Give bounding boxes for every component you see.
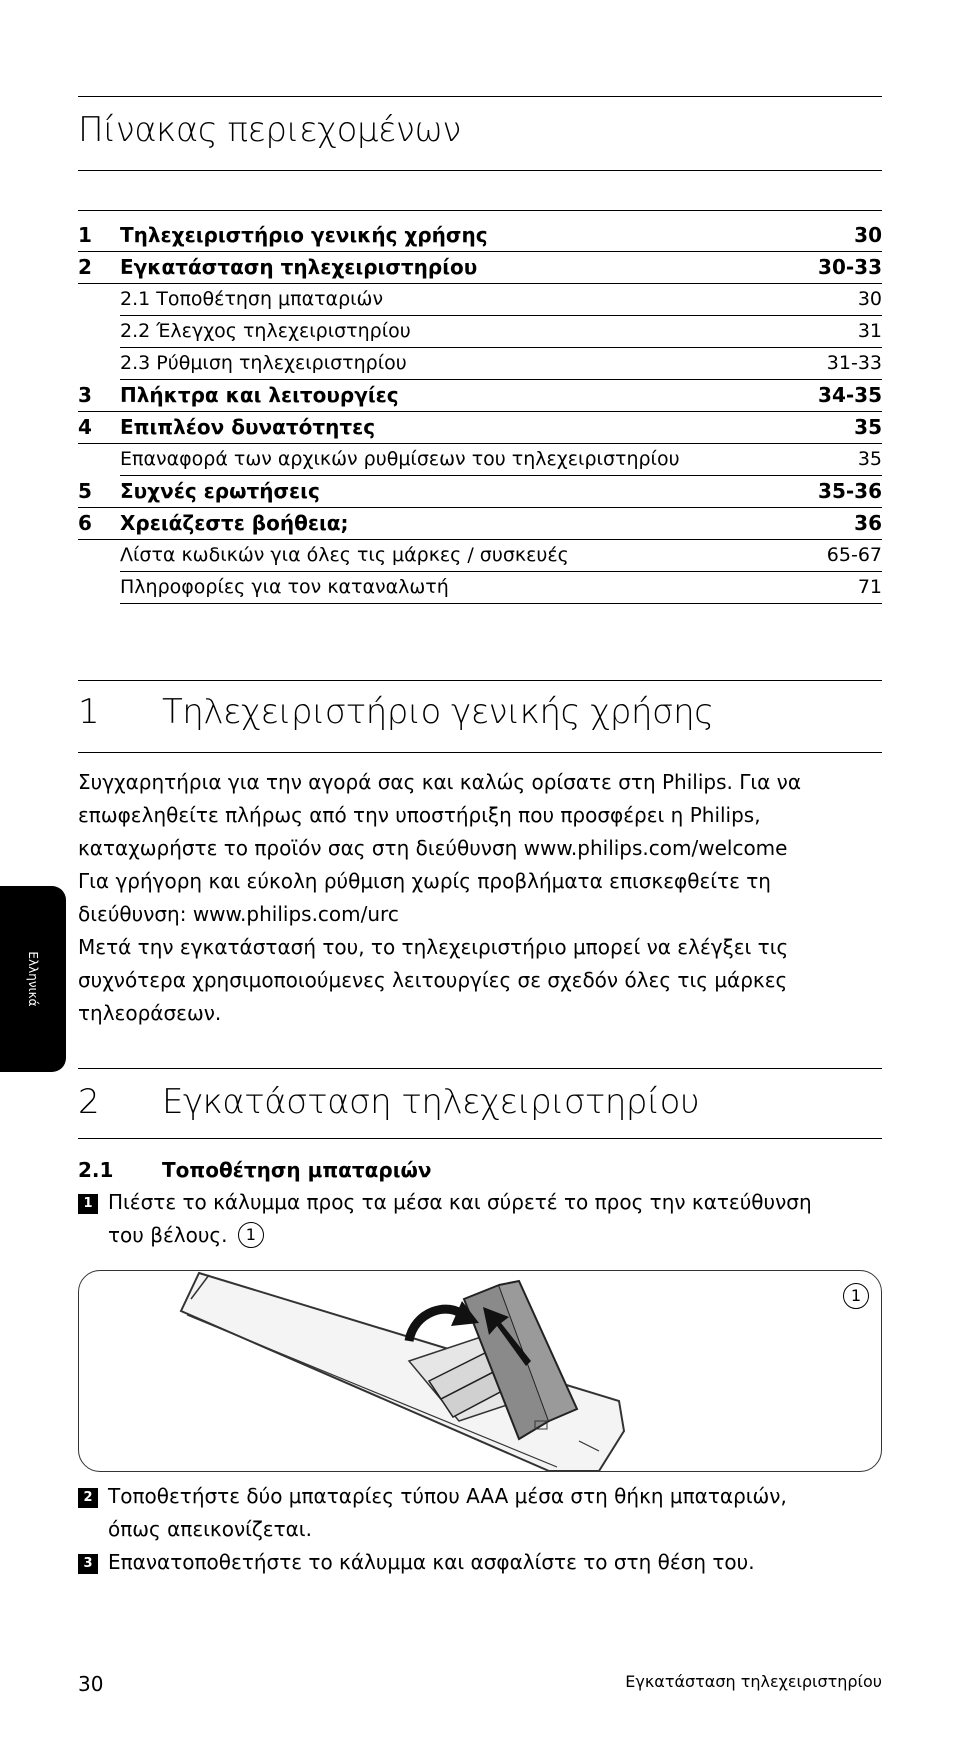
toc-page: 31-33 bbox=[826, 352, 882, 374]
remote-battery-illustration bbox=[79, 1271, 882, 1472]
figure-callout: 1 bbox=[843, 1283, 869, 1309]
step-3 bbox=[78, 1546, 882, 1579]
step-line: Πιέστε το κάλυμμα προς τα μέσα και σύρετέ το προς την κατεύθυνση bbox=[108, 1190, 812, 1214]
toc-number: 4 bbox=[78, 415, 92, 439]
toc-row[interactable] bbox=[78, 508, 882, 540]
toc-entry-title: 2.2 Έλεγχος τηλεχειριστηρίου bbox=[120, 320, 411, 342]
toc-page: 30-33 bbox=[818, 255, 882, 279]
language-tab-label: Ελληνικά bbox=[26, 951, 40, 1007]
toc-title-rule bbox=[78, 170, 882, 171]
subsection-number: 2.1 bbox=[78, 1158, 114, 1182]
toc-number: 6 bbox=[78, 511, 92, 535]
toc-row[interactable] bbox=[78, 380, 882, 412]
toc-top-rule bbox=[78, 210, 882, 211]
section2-top-rule bbox=[78, 1068, 882, 1069]
toc-entry-title: Επαναφορά των αρχικών ρυθμίσεων του τηλεχειριστηρίου bbox=[120, 448, 680, 470]
section1-number: 1 bbox=[78, 692, 100, 732]
toc-page: 36 bbox=[854, 511, 882, 535]
table-of-contents bbox=[78, 220, 882, 604]
toc-page: 30 bbox=[857, 288, 882, 310]
toc-number: 2 bbox=[78, 255, 92, 279]
body-line: Μετά την εγκατάστασή του, το τηλεχειριστήριο μπορεί να ελέγξει τις bbox=[78, 935, 789, 959]
section2-bottom-rule bbox=[78, 1138, 882, 1139]
toc-row[interactable] bbox=[120, 284, 882, 316]
step-badge: 1 bbox=[78, 1194, 98, 1214]
section1-top-rule bbox=[78, 680, 882, 681]
toc-entry-title: 2.3 Ρύθμιση τηλεχειριστηρίου bbox=[120, 352, 407, 374]
toc-page: 65-67 bbox=[826, 544, 882, 566]
toc-page: 30 bbox=[854, 223, 882, 247]
callout-number: 1 bbox=[238, 1222, 264, 1248]
battery-figure bbox=[78, 1270, 882, 1472]
language-tab bbox=[0, 886, 66, 1072]
step-badge: 3 bbox=[78, 1554, 98, 1574]
body-line: συχνότερα χρησιμοποιούμενες λειτουργίες σε σχεδόν όλες τις μάρκες bbox=[78, 968, 788, 992]
section1-title: Τηλεχειριστήριο γενικής χρήσης bbox=[162, 692, 714, 732]
toc-number: 1 bbox=[78, 223, 92, 247]
body-line: καταχωρήστε το προϊόν σας στη διεύθυνση www.philips.com/welcome bbox=[78, 836, 788, 860]
toc-page: 31 bbox=[857, 320, 882, 342]
body-line: Για γρήγορη και εύκολη ρύθμιση χωρίς προβλήματα επισκεφθείτε τη bbox=[78, 869, 771, 893]
running-title: Εγκατάσταση τηλεχειριστηρίου bbox=[625, 1672, 882, 1691]
subsection-heading bbox=[78, 1158, 432, 1182]
step-line: όπως απεικονίζεται. bbox=[108, 1517, 312, 1541]
toc-row[interactable] bbox=[78, 252, 882, 284]
toc-entry-title: Πληροφορίες για τον καταναλωτή bbox=[120, 576, 449, 598]
toc-entry-title: Χρειάζεστε βοήθεια; bbox=[120, 511, 349, 535]
section2-number: 2 bbox=[78, 1082, 100, 1122]
toc-number: 5 bbox=[78, 479, 92, 503]
step-badge: 2 bbox=[78, 1488, 98, 1508]
subsection-title: Τοποθέτηση μπαταριών bbox=[162, 1158, 432, 1182]
step-line: του βέλους. bbox=[108, 1223, 228, 1247]
section2-heading bbox=[78, 1082, 699, 1122]
toc-page: 35-36 bbox=[818, 479, 882, 503]
toc-entry-title: Εγκατάσταση τηλεχειριστηρίου bbox=[120, 255, 478, 279]
toc-entry-title: Συχνές ερωτήσεις bbox=[120, 479, 320, 503]
toc-row[interactable] bbox=[78, 412, 882, 444]
toc-entry-title: Πλήκτρα και λειτουργίες bbox=[120, 383, 399, 407]
toc-row[interactable] bbox=[120, 444, 882, 476]
step-2 bbox=[78, 1480, 882, 1546]
step-line: Τοποθετήστε δύο μπαταρίες τύπου AAA μέσα στη θήκη μπαταριών, bbox=[108, 1484, 787, 1508]
toc-entry-title: Λίστα κωδικών για όλες τις μάρκες / συσκευές bbox=[120, 544, 569, 566]
step-line: Επανατοποθετήστε το κάλυμμα και ασφαλίστε το στη θέση του. bbox=[108, 1550, 755, 1574]
page-number: 30 bbox=[78, 1672, 104, 1696]
toc-row[interactable] bbox=[120, 348, 882, 380]
toc-row[interactable] bbox=[120, 540, 882, 572]
body-line: τηλεοράσεων. bbox=[78, 1001, 222, 1025]
toc-entry-title: Τηλεχειριστήριο γενικής χρήσης bbox=[120, 223, 488, 247]
toc-page: 35 bbox=[857, 448, 882, 470]
section1-heading bbox=[78, 692, 714, 732]
toc-row[interactable] bbox=[120, 316, 882, 348]
step-1 bbox=[78, 1186, 882, 1252]
toc-row[interactable] bbox=[78, 220, 882, 252]
section1-bottom-rule bbox=[78, 752, 882, 753]
section1-body bbox=[78, 766, 882, 1030]
toc-entry-title: 2.1 Τοποθέτηση μπαταριών bbox=[120, 288, 384, 310]
toc-page: 71 bbox=[857, 576, 882, 598]
body-line: επωφεληθείτε πλήρως από την υποστήριξη που προσφέρει η Philips, bbox=[78, 803, 761, 827]
toc-row[interactable] bbox=[78, 476, 882, 508]
toc-number: 3 bbox=[78, 383, 92, 407]
toc-row[interactable] bbox=[120, 572, 882, 604]
toc-page: 35 bbox=[854, 415, 882, 439]
body-line: Συγχαρητήρια για την αγορά σας και καλώς ορίσατε στη Philips. Για να bbox=[78, 770, 802, 794]
body-line: διεύθυνση: www.philips.com/urc bbox=[78, 902, 399, 926]
top-rule bbox=[78, 96, 882, 97]
toc-page: 34-35 bbox=[818, 383, 882, 407]
toc-title: Πίνακας περιεχομένων bbox=[78, 110, 461, 150]
toc-entry-title: Επιπλέον δυνατότητες bbox=[120, 415, 376, 439]
section2-title: Εγκατάσταση τηλεχειριστηρίου bbox=[162, 1082, 700, 1122]
